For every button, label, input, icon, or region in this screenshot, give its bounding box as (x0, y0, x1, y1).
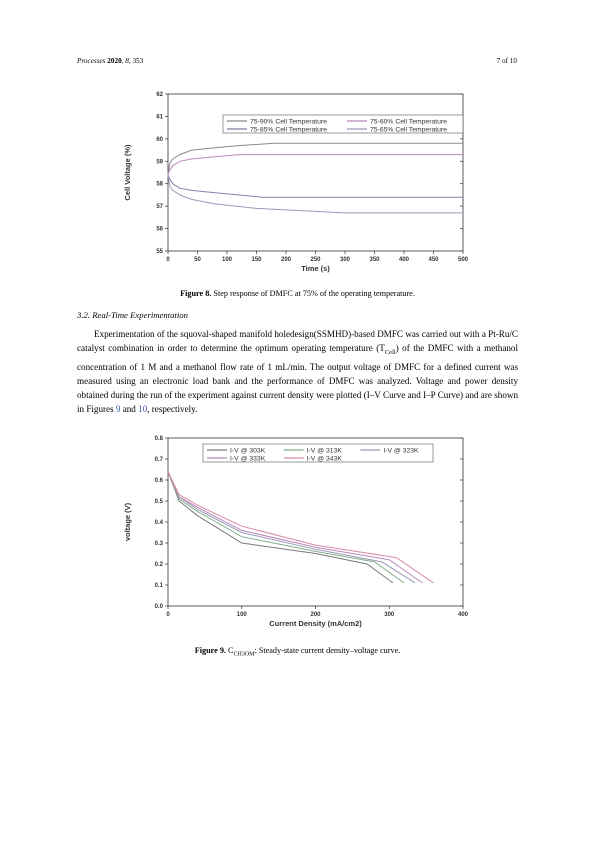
page-number: 7 of 10 (496, 57, 517, 65)
fig9-y-axis-label: voltage (V) (123, 502, 132, 542)
figure-9-prefix: C (228, 646, 234, 655)
fig8-legend-label: 75-85% Cell Temperature (250, 126, 327, 134)
figure-9 (118, 434, 478, 644)
fig8-series-line-3 (168, 175, 463, 198)
fig8-y-axis-label: Cell Voltage (%) (123, 144, 132, 201)
fig9-y-tick-label: 0.8 (154, 436, 163, 442)
fig8-x-tick-label: 350 (369, 257, 380, 263)
fig8-y-tick-label: 57 (156, 204, 163, 211)
fig8-y-tick-label: 56 (156, 226, 163, 233)
fig8-x-tick-label: 450 (428, 257, 439, 263)
article-number: 353 (132, 57, 144, 65)
figure-9-text: : Steady-state current density–voltage curve. (254, 646, 401, 655)
fig9-y-tick-label: 0.3 (154, 541, 163, 547)
section-heading: 3.2. Real-Time Experimentation (77, 310, 188, 320)
fig9-x-tick-label: 100 (236, 612, 247, 618)
journal-volume: 8 (125, 57, 129, 65)
fig8-x-tick-label: 0 (166, 257, 170, 263)
fig9-x-tick-label: 0 (166, 612, 170, 618)
fig8-x-tick-label: 150 (251, 257, 262, 263)
figure-9-chart (118, 434, 478, 639)
fig8-y-tick-label: 58 (156, 181, 163, 188)
fig9-series-line-3 (168, 472, 415, 583)
figure-8-caption (75, 289, 520, 298)
paragraph-part4: , respectively. (147, 404, 198, 415)
paragraph-subscript: Cell (384, 348, 396, 356)
figure-9-subscript: CH3OM (233, 651, 255, 658)
figure-8-label: Figure 8. (180, 289, 212, 298)
fig9-y-tick-label: 0.2 (154, 562, 163, 568)
paragraph-part1: Experimentation of the squoval-shaped manifold holedesign(SSMHD)-based DMFC was carried out with a Pt-Ru/C catalyst combination in order to determine the optimum operating temperature (T (77, 329, 518, 354)
paragraph-part2: ) of the DMFC with a methanol concentration of 1 M and a methanol flow rate of 1 mL/min. The output voltage of DMFC for a defined current was measured using an electronic load bank and the performance of DMFC was analyzed. Voltage and power density obtained during the run of the experiment against current density were plotted (I–V Curve and I–P Curve) and are shown in Figures (77, 343, 518, 415)
fig8-x-tick-label: 250 (310, 257, 321, 263)
fig8-legend-label: 75-90% Cell Temperature (250, 118, 327, 126)
fig9-x-tick-label: 300 (384, 612, 395, 618)
figure-9-label: Figure 9. (194, 646, 226, 655)
fig8-y-tick-label: 61 (156, 114, 163, 121)
fig8-y-tick-label: 55 (156, 249, 163, 255)
fig8-series-line-2 (168, 155, 463, 175)
figure-9-link[interactable]: 9 (115, 404, 121, 415)
figure-8-chart (118, 86, 478, 286)
fig9-series-line-1 (168, 472, 393, 583)
fig8-x-axis-label: Time (s) (301, 264, 330, 273)
fig8-x-tick-label: 200 (280, 257, 292, 263)
fig8-x-tick-label: 400 (398, 257, 410, 263)
figure-9-caption (75, 646, 520, 658)
journal-name: Processes (77, 57, 106, 65)
fig9-x-axis-label: Current Density (mA/cm2) (269, 619, 362, 628)
fig9-x-tick-label: 200 (310, 612, 321, 618)
fig9-legend-label: I-V @ 343K (306, 455, 342, 463)
fig9-y-tick-label: 0.7 (154, 457, 163, 463)
fig9-legend-label: I-V @ 313K (306, 447, 342, 455)
figure-8 (118, 86, 478, 291)
fig9-series-line-5 (168, 472, 434, 583)
fig8-y-tick-label: 62 (156, 92, 163, 98)
fig8-x-tick-label: 50 (194, 257, 201, 263)
fig8-x-tick-label: 300 (339, 257, 351, 263)
fig9-y-tick-label: 0.0 (154, 604, 163, 610)
fig9-legend-label: I-V @ 333K (230, 455, 266, 463)
fig8-legend-label: 75-65% Cell Temperature (370, 126, 447, 134)
fig9-series-line-2 (168, 472, 404, 583)
figure-10-link[interactable]: 10 (138, 404, 148, 415)
fig9-y-tick-label: 0.5 (154, 499, 163, 505)
fig9-y-tick-label: 0.1 (154, 583, 163, 589)
fig8-x-tick-label: 500 (457, 257, 469, 263)
fig8-y-tick-label: 60 (156, 136, 163, 143)
fig8-legend-label: 75-60% Cell Temperature (370, 118, 447, 126)
fig9-y-tick-label: 0.4 (154, 520, 163, 526)
body-paragraph (77, 327, 518, 416)
figure-8-text: Step response of DMFC at 75% of the operating temperature. (213, 289, 415, 298)
fig8-y-tick-label: 59 (156, 159, 163, 166)
fig8-x-tick-label: 100 (221, 257, 233, 263)
paragraph-part3: and (120, 404, 139, 415)
fig8-series-line-1 (168, 143, 463, 174)
fig9-x-tick-label: 400 (457, 612, 469, 618)
fig9-y-tick-label: 0.6 (154, 478, 163, 484)
fig9-series-line-4 (168, 472, 422, 583)
fig9-legend-label: I-V @ 323K (383, 447, 419, 455)
journal-year: 2020 (107, 57, 122, 65)
fig8-series-line-4 (168, 175, 463, 213)
running-header-journal: Processes 2020, 8, 353 (77, 57, 144, 65)
fig9-legend-label: I-V @ 303K (230, 447, 266, 455)
